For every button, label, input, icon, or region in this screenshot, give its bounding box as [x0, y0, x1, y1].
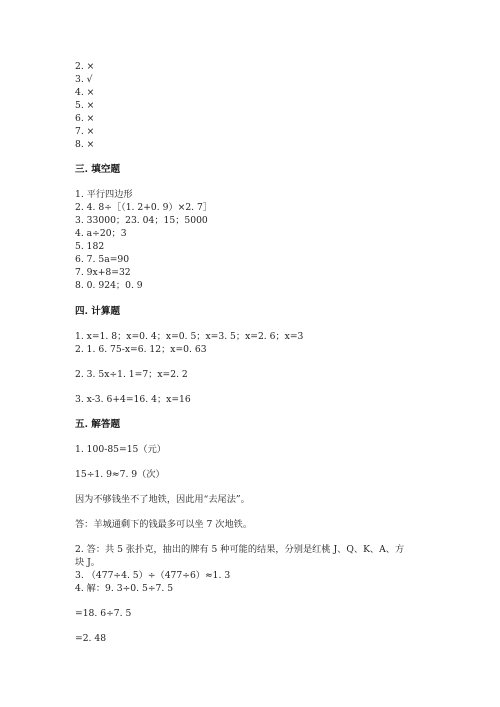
fill-answer-6: 6. 7. 5a=90	[75, 254, 130, 265]
calc-answer-4: 3. x-3. 6+4=16. 4；x=16	[75, 394, 191, 405]
judge-answer-2: 2. ×	[75, 61, 95, 72]
answer-line-5: 2. 答：共 5 张扑克，抽出的牌有 5 种可能的结果，分别是红桃 J、Q、K、A、方	[75, 544, 405, 555]
section-heading-fill: 三. 填空题	[75, 164, 121, 175]
answer-line-10: =2. 48	[75, 633, 107, 644]
calc-answer-1: 1. x=1. 8；x=0. 4；x=0. 5；x=3. 5；x=2. 6；x=3	[75, 331, 304, 342]
section-heading-answer: 五. 解答题	[75, 419, 121, 430]
answer-line-9: =18. 6÷7. 5	[75, 608, 132, 619]
fill-answer-7: 7. 9x+8=32	[75, 267, 131, 278]
answer-line-8: 4. 解：9. 3÷0. 5÷7. 5	[75, 583, 174, 594]
fill-answer-2: 2. 4. 8÷［（1. 2+0. 9）×2. 7］	[75, 202, 213, 213]
answer-line-2: 15÷1. 9≈7. 9（次）	[75, 469, 165, 480]
judge-answer-7: 7. ×	[75, 126, 95, 137]
judge-answer-4: 4. ×	[75, 87, 95, 98]
answer-line-6: 块 J。	[75, 557, 100, 568]
judge-answer-6: 6. ×	[75, 113, 95, 124]
answer-line-1: 1. 100-85=15（元）	[75, 444, 166, 455]
judge-answer-8: 8. ×	[75, 139, 95, 150]
judge-answer-3: 3. √	[75, 74, 93, 85]
fill-answer-5: 5. 182	[75, 241, 105, 252]
calc-answer-2: 2. 1. 6. 75-x=6. 12；x=0. 63	[75, 344, 207, 355]
answer-line-3: 因为不够钱坐不了地铁，因此用“去尾法”。	[75, 494, 250, 505]
calc-answer-3: 2. 3. 5x÷1. 1=7；x=2. 2	[75, 369, 188, 380]
judge-answer-5: 5. ×	[75, 100, 95, 111]
fill-answer-4: 4. a÷20；3	[75, 228, 127, 239]
fill-answer-1: 1. 平行四边形	[75, 189, 133, 200]
fill-answer-3: 3. 33000；23. 04；15；5000	[75, 215, 208, 226]
answer-line-7: 3. （477÷4. 5）÷（477÷6）≈1. 3	[75, 570, 231, 581]
section-heading-calc: 四. 计算题	[75, 306, 121, 317]
fill-answer-8: 8. 0. 924；0. 9	[75, 280, 143, 291]
answer-line-4: 答：羊城通剩下的钱最多可以坐 7 次地铁。	[75, 519, 253, 530]
